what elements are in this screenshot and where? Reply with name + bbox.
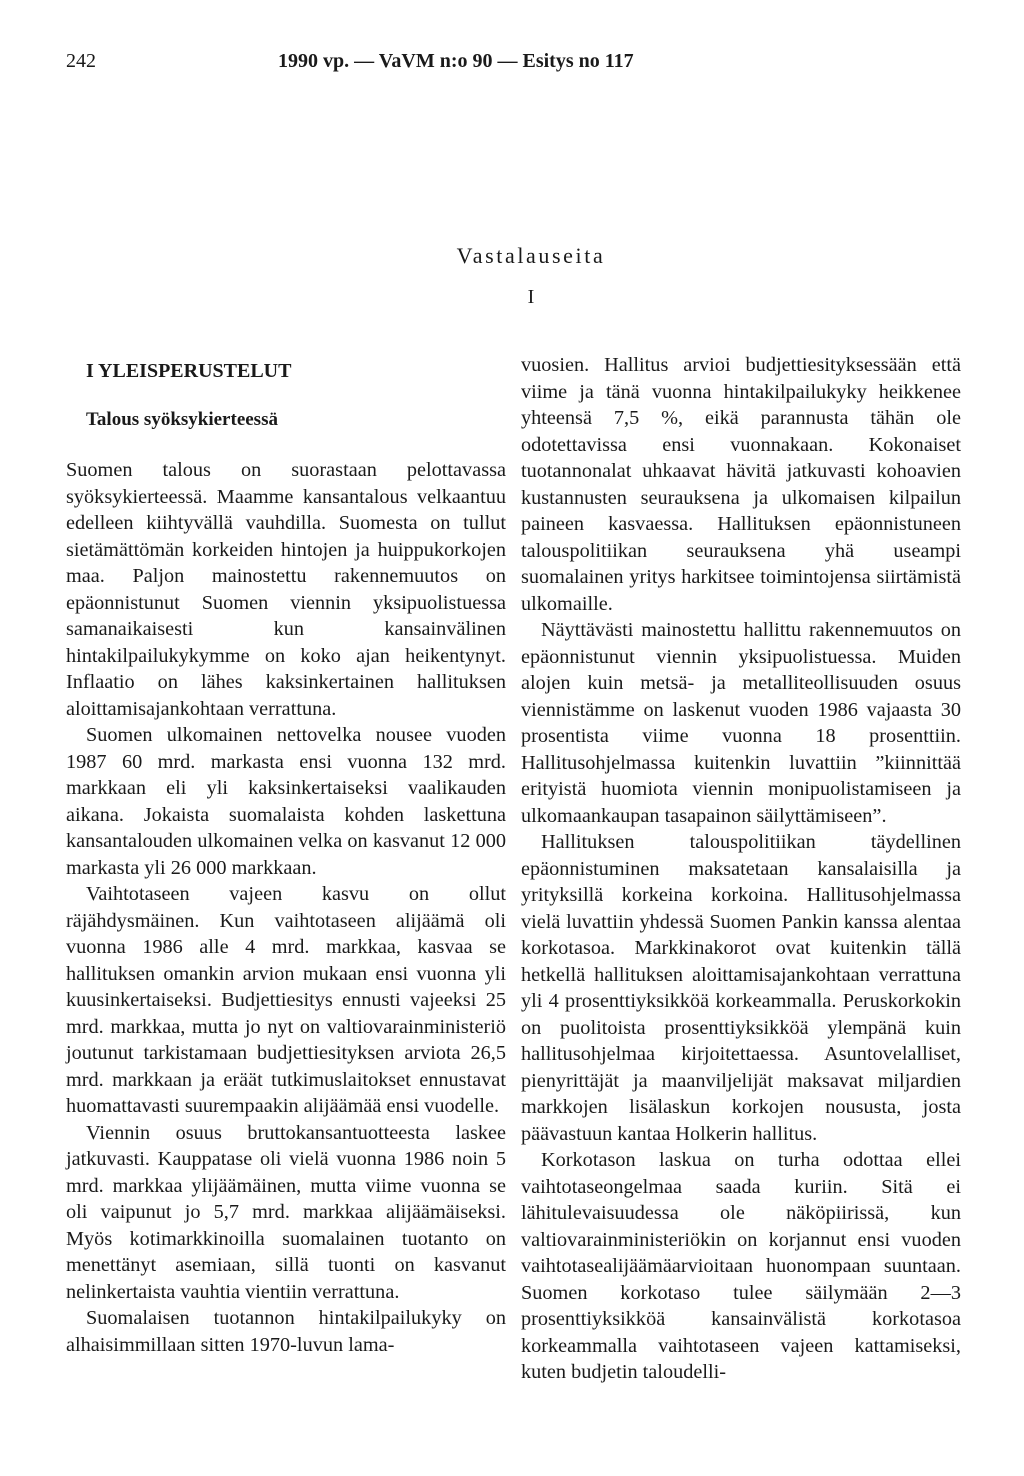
paragraph: Näyttävästi mainostettu hallittu rakennemuutos on epäonnistunut viennin yksipuolistuessa. Muiden alojen kuin metsä- ja metalliteollisuuden osuus viennistämme on laskenut vuoden 1986 vajaasta 30 prosentista viime vuonna 18 prosenttiin. Hallitusohjelmassa kuitenkin luvattiin ”kiinnittää erityistä huomiota viennin monipuolistamiseen ja ulkomaankaupan tasapainon säilyttämiseen”. [521, 619, 961, 827]
paragraph: Suomen talous on suorastaan pelottavassa syöksykierteessä. Maamme kansantalous velkaantuu edelleen kiihtyvällä vauhdilla. Suomesta on tullut sietämättömän korkeiden hintojen ja huippukorkojen maa. Paljon mainostettu rakennemuutos on epäonnistunut Suomen viennin yksipuolistuessa samanaikaisesti kun kansainvälinen hintakilpailukykymme on koko ajan heikentynyt. Inflaatio on lähes kaksinkertainen hallituksen aloittamisajankohtaan verrattuna. [66, 459, 506, 720]
paragraph: vuosien. Hallitus arvioi budjettiesityksessään että viime ja tänä vuonna hintakilpailukyky heikkenee yhteensä 7,5 %, eikä parannusta tähän ole odotettavissa ensi vuonnakaan. Kokonaiset tuotannonalat uhkaavat hävitä jatkuvasti kohoavien kustannusten seurauksena ja ulkomaisen kilpailun paineen kasvaessa. Hallituksen epäonnistuneen talouspolitiikan seurauksena yhä useampi suomalainen yritys harkitsee toimintojensa siirtämistä ulkomaille. [521, 354, 961, 615]
section-title: Vastalauseita [456, 243, 606, 268]
paragraph: Suomalaisen tuotannon hintakilpailukyky on alhaisimmillaan sitten 1970-luvun lama- [66, 1307, 506, 1356]
paragraph: Korkotason laskua on turha odottaa ellei vaihtotaseongelmaa saada kuriin. Sitä ei lähitulevaisuudessa ole näköpiirissä, kun valtiovarainministeriökin on korjannut ensi vuoden vaihtotasealijäämäarvioitaan huonompaan suuntaan. Suomen korkotaso tulee säilymään 2—3 prosenttiyksikköä kansainvälistä korkotasoa korkeammalla vaihtotaseen vajeen kattamiseksi, kuten budjetin taloudelli- [521, 1149, 961, 1383]
page-header [66, 46, 966, 76]
left-column [66, 352, 506, 1358]
paragraph: Vaihtotaseen vajeen kasvu on ollut räjähdysmäinen. Kun vaihtotaseen alijäämä oli vuonna 1986 alle 4 mrd. markkaa, kasvaa se hallituksen omankin arvion mukaan ensi vuonna yli kuusinkertaiseksi. Budjettiesitys ennusti vajeeksi 25 mrd. markkaa, mutta jo nyt on valtiovarainministeriö joutunut tarkistamaan budjettiesityksen arviota 26,5 mrd. markkaan ja eräät tutkimuslaitokset ennustavat huomattavasti suurempaakin alijäämää ensi vuodelle. [66, 883, 506, 1117]
main-heading: I YLEISPERUSTELUT [86, 360, 292, 382]
section-number: I [527, 286, 535, 308]
running-head: 1990 vp. — VaVM n:o 90 — Esitys no 117 [278, 50, 634, 72]
sub-heading: Talous syöksykierteessä [86, 408, 278, 430]
paragraph: Viennin osuus bruttokansantuotteesta laskee jatkuvasti. Kauppatase oli vielä vuonna 1986 noin 5 mrd. markkaa ylijäämäinen, mutta viime vuonna se oli vaipunut jo 5,7 mrd. markkaa alijäämäiseksi. Myös kotimarkkinoilla suomalainen tuotanto on menettänyt asemiaan, sillä tuonti on kasvanut nelinkertaista vauhtia vientiin verrattuna. [66, 1121, 506, 1303]
paragraph: Suomen ulkomainen nettovelka nousee vuoden 1987 60 mrd. markasta ensi vuonna 132 mrd. markkaan eli yli kaksinkertaiseksi vaalikauden aikana. Jokaista suomalaista kohden laskettuna kansantalouden ulkomainen velka on kasvanut 12 000 markasta yli 26 000 markkaan. [66, 724, 506, 879]
right-column [521, 352, 961, 1386]
paragraph: Hallituksen talouspolitiikan täydellinen epäonnistuminen maksatetaan kansalaisilla ja yrityksillä korkeina korkoina. Hallitusohjelmassa vielä luvattiin yhdessä Suomen Pankin kanssa alentaa korkotasoa. Markkinakorot ovat kuitenkin tällä hetkellä hallituksen aloittamisajankohtaan verrattuna yli 4 prosenttiyksikköä korkeammalla. Peruskorkokin on puolitoista prosenttiyksikköä ylempänä kuin hallitusohjelmaa kirjoitettaessa. Asuntovelalliset, pienyrittäjät ja maanviljelijät maksavat miljardien markkojen lisälaskun korkojen noususta, josta päävastuun kantaa Holkerin hallitus. [521, 831, 961, 1145]
page-number: 242 [66, 50, 96, 72]
